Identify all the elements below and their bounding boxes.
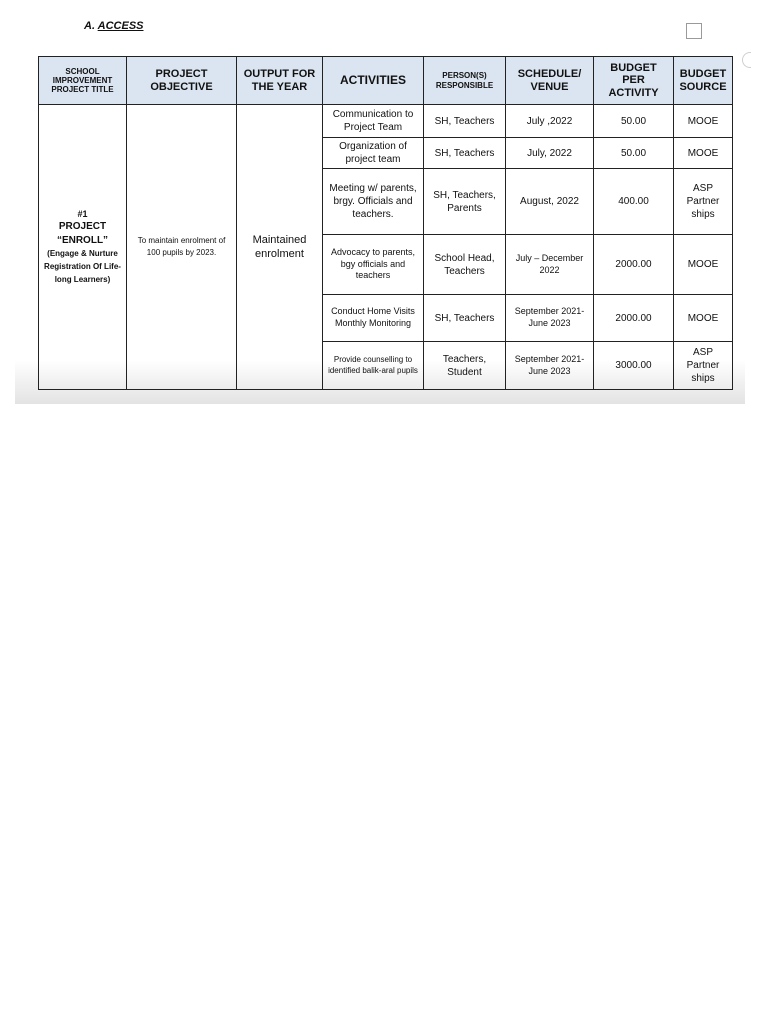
budget-cell: 50.00 xyxy=(594,138,674,169)
project-objective-cell: To maintain enrolment of 100 pupils by 2023. xyxy=(127,105,237,390)
budget-cell: 50.00 xyxy=(594,105,674,138)
activity-cell: Provide counselling to identified balik-aral pupils xyxy=(323,342,424,390)
source-cell: ASP Partner ships xyxy=(674,169,733,235)
header-output: OUTPUT FOR THE YEAR xyxy=(237,57,323,105)
persons-cell: SH, Teachers, Parents xyxy=(424,169,506,235)
budget-cell: 3000.00 xyxy=(594,342,674,390)
activity-cell: Advocacy to parents, bgy officials and teachers xyxy=(323,235,424,295)
budget-cell: 2000.00 xyxy=(594,295,674,342)
checkbox[interactable] xyxy=(686,23,702,39)
output-cell: Maintained enrolment xyxy=(237,105,323,390)
schedule-cell: July, 2022 xyxy=(506,138,594,169)
source-cell: ASP Partner ships xyxy=(674,342,733,390)
schedule-cell: August, 2022 xyxy=(506,169,594,235)
table-row xyxy=(39,105,733,138)
header-schedule: SCHEDULE/ VENUE xyxy=(506,57,594,105)
persons-cell: School Head, Teachers xyxy=(424,235,506,295)
budget-cell: 400.00 xyxy=(594,169,674,235)
budget-cell: 2000.00 xyxy=(594,235,674,295)
source-cell: MOOE xyxy=(674,235,733,295)
activity-cell: Conduct Home Visits Monthly Monitoring xyxy=(323,295,424,342)
source-cell: MOOE xyxy=(674,105,733,138)
header-activities: ACTIVITIES xyxy=(323,57,424,105)
section-title: ACCESS xyxy=(97,20,144,32)
source-cell: MOOE xyxy=(674,295,733,342)
schedule-cell: July ,2022 xyxy=(506,105,594,138)
header-project-title: SCHOOL IMPROVEMENT PROJECT TITLE xyxy=(39,57,127,105)
persons-cell: Teachers, Student xyxy=(424,342,506,390)
header-source: BUDGET SOURCE xyxy=(674,57,733,105)
activity-cell: Meeting w/ parents, brgy. Officials and teachers. xyxy=(323,169,424,235)
header-row xyxy=(39,57,733,105)
activity-cell: Organization of project team xyxy=(323,138,424,169)
persons-cell: SH, Teachers xyxy=(424,105,506,138)
section-letter: A. xyxy=(84,20,95,32)
header-objective: PROJECT OBJECTIVE xyxy=(127,57,237,105)
schedule-cell: July – December 2022 xyxy=(506,235,594,295)
improvement-plan-table xyxy=(38,56,733,390)
schedule-cell: September 2021-June 2023 xyxy=(506,295,594,342)
persons-cell: SH, Teachers xyxy=(424,295,506,342)
page-edge-marker xyxy=(742,52,751,68)
schedule-cell: September 2021-June 2023 xyxy=(506,342,594,390)
activity-cell: Communication to Project Team xyxy=(323,105,424,138)
persons-cell: SH, Teachers xyxy=(424,138,506,169)
source-cell: MOOE xyxy=(674,138,733,169)
header-budget: BUDGET PER ACTIVITY xyxy=(594,57,674,105)
project-title-cell: #1 PROJECT “ENROLL” (Engage & Nurture Registration Of Life-long Learners) xyxy=(39,105,127,390)
header-persons: PERSON(S) RESPONSIBLE xyxy=(424,57,506,105)
section-heading xyxy=(84,20,144,32)
